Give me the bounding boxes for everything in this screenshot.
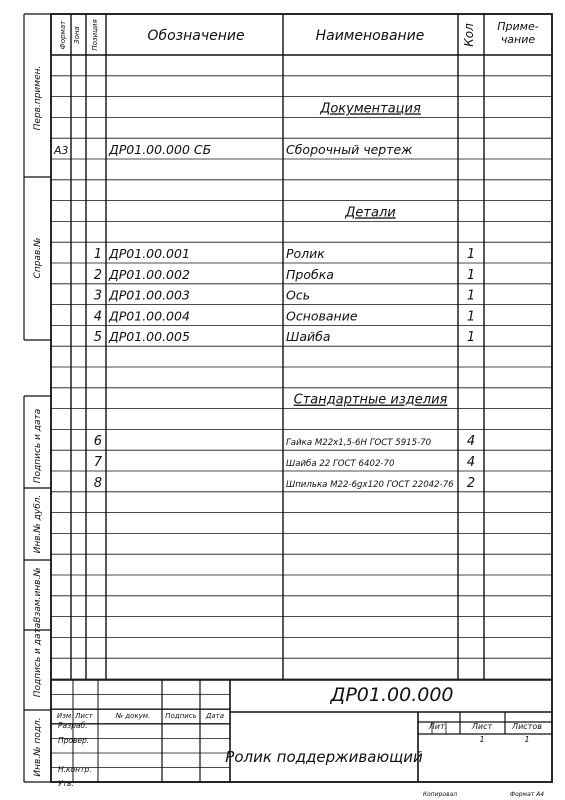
row-designation: ДР01.00.005 [109,329,190,345]
tb-col-izm: Изм [56,712,72,720]
title-block [57,684,542,788]
header-format: Формат [59,20,67,50]
row-qty: 1 [466,288,476,304]
tb-role-razrab: Разраб. [58,721,88,730]
row-designation: ДР01.00.001 [109,246,190,261]
header-zone: Зона [73,26,81,44]
row-position: 4 [93,309,102,325]
side-sprav: Справ.№ [33,237,43,279]
row-position: 6 [93,434,102,450]
tb-col-sign: Подпись [165,712,197,720]
side-labels [33,66,43,777]
header-note: Приме-чание [497,20,539,46]
row-format: А3 [54,144,69,157]
row-name: Сборочный чертеж [286,142,413,157]
row-name: Шайба [286,329,331,345]
row-position: 7 [93,455,102,470]
row-designation: ДР01.00.004 [109,308,190,324]
row-name: Шпилька М22-6gx120 ГОСТ 22042-76 [286,479,454,490]
side-inv-podl: Инв.№ подл. [33,717,43,777]
side-podp-data-1: Подпись и дата [33,408,43,484]
row-qty: 4 [466,434,476,450]
row-name: Шайба 22 ГОСТ 6402-70 [286,459,395,469]
spec-rows [53,101,475,490]
row-designation: ДР01.00.003 [109,287,190,303]
row-qty: 1 [466,309,476,325]
header-position: Позиция [91,19,99,51]
side-vzam-inv: Взам.инв.№ [33,567,43,623]
side-inv-dubl: Инв.№ дубл. [33,494,43,554]
section-title: Документация [320,101,421,117]
tb-role-prover: Провер. [58,736,90,745]
tb-role-nkontr: Н.контр. [58,765,92,774]
title-code: ДР01.00.000 [330,684,454,706]
frame-lines [24,14,552,782]
header-name: Наименование [315,28,425,44]
table-header [59,19,539,50]
row-qty: 2 [466,475,476,491]
row-position: 3 [93,288,102,304]
title-product-name: Ролик поддерживающий [225,748,423,766]
tb-lit: Лит. [428,722,448,731]
row-qty: 1 [466,247,476,262]
row-designation: ДР01.00.000 СБ [109,142,212,157]
row-position: 8 [93,475,102,491]
tb-col-docnum: № докум. [115,712,151,720]
section-title: Стандартные изделия [293,392,448,408]
row-name: Основание [286,308,358,324]
row-qty: 4 [466,455,476,470]
row-position: 2 [93,267,102,283]
tb-col-list: Лист [75,712,93,720]
footer-format: Формат А4 [509,791,545,798]
footer-copied: Копировал [422,791,458,798]
tb-role-utv: Утв. [58,779,74,788]
header-qty: Кол [462,23,476,47]
tb-sheet: Лист [471,722,493,731]
tb-sheets: Листов [512,722,542,731]
side-podp-data-2: Подпись и дата [33,622,43,698]
side-perv-primen: Перв.примен. [33,65,43,131]
tb-sheets-value: 1 [524,735,530,744]
tb-col-date: Дата [205,712,225,720]
row-name: Ось [286,287,311,303]
section-title: Детали [345,205,396,221]
header-designation: Обозначение [147,28,245,44]
row-name: Ролик [286,246,325,261]
row-qty: 1 [466,267,476,283]
row-name: Гайка М22х1,5-6Н ГОСТ 5915-70 [286,438,432,449]
tb-sheet-value: 1 [479,735,485,744]
row-qty: 1 [466,330,476,346]
row-position: 1 [93,247,102,262]
row-name: Пробка [286,266,334,282]
row-designation: ДР01.00.002 [109,266,190,282]
row-position: 5 [93,330,102,346]
